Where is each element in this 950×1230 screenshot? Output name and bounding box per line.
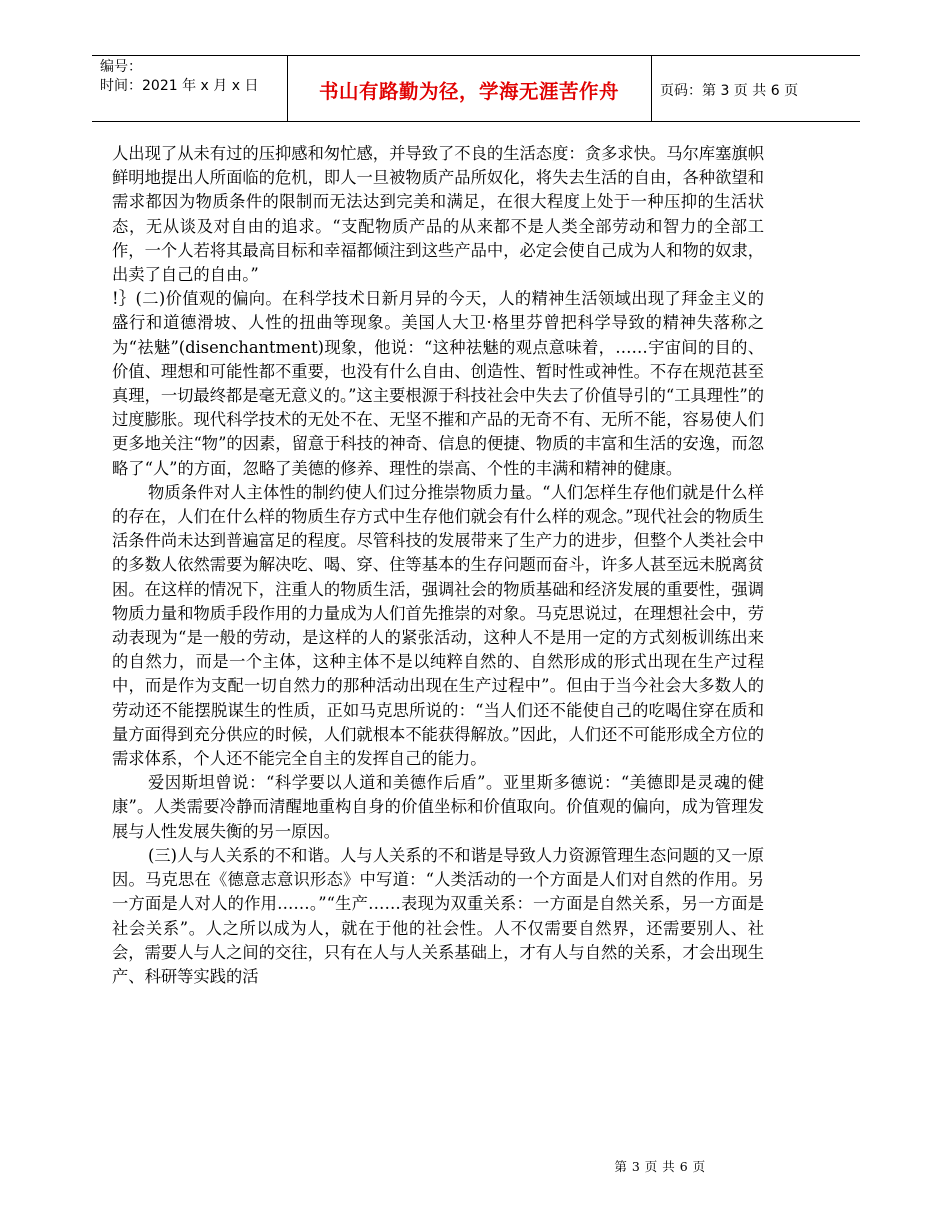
header-divider-right [651,55,652,121]
time-label: 时间：2021 年 x 月 x 日 [100,78,259,94]
document-body [112,142,764,989]
paragraph-2: !｝(二)价值观的偏向。在科学技术日新月异的今天，人的精神生活领域出现了拜金主义的盛行和道德滑坡、人性的扭曲等现象。美国人大卫·格里芬曾把科学导致的精神失落称之为“祛魅”(disenchantment)现象，他说：“这种祛魅的观点意味着，……宇宙间的目的、价值、理想和可能性都不重要，也没有什么自由、创造性、暂时性或神性。不存在规范甚至真理，一切最终都是毫无意义的。”这主要根源于科技社会中失去了价值导引的“工具理性”的过度膨胀。现代科学技术的无处不在、无坚不摧和产品的无奇不有、无所不能，容易使人们更多地关注“物”的因素，留意于科技的神奇、信息的便捷、物质的丰富和生活的安逸，而忽略了“人”的方面，忽略了美德的修养、理性的崇高、个性的丰满和精神的健康。 [112,289,764,478]
paragraph-4: 爱因斯坦曾说：“科学要以人道和美德作后盾”。亚里斯多德说：“美德即是灵魂的健康”。人类需要冷静而清醒地重构自身的价值坐标和价值取向。价值观的偏向，成为管理发展与人性发展失衡的另一原因。 [112,773,764,841]
header-motto: 书山有路勤为径，学海无涯苦作舟 [318,80,619,103]
header-bottom-rule [92,121,860,122]
paragraph-1: 人出现了从未有过的压抑感和匆忙感，并导致了不良的生活态度：贪多求快。马尔库塞旗帜鲜明地提出人所面临的危机，即人一旦被物质产品所奴化，将失去生活的自由，各种欲望和需求都因为物质条件的限制而无法达到完美和满足，在很大程度上处于一种压抑的生活状态，无从谈及对自由的追求。“支配物质产品的从来都不是人类全部劳动和智力的全部工作，一个人若将其最高目标和幸福都倾注到这些产品中，必定会使自己成为人和物的奴隶，出卖了自己的自由。” [112,144,764,285]
page-footer: 第 3 页 共 6 页 [614,1159,706,1174]
header-top-rule [92,55,860,56]
serial-label: 编号： [100,59,142,75]
paragraph-5: (三)人与人关系的不和谐。人与人关系的不和谐是导致人力资源管理生态问题的又一原因。马克思在《德意志意识形态》中写道：“人类活动的一个方面是人们对自然的作用。另一方面是人对人的作用……。”“生产……表现为双重关系：一方面是自然关系，另一方面是社会关系”。人之所以成为人，就在于他的社会性。人不仅需要自然界，还需要别人、社会，需要人与人之间的交往，只有在人与人关系基础上，才有人与自然的关系，才会出现生产、科研等实践的活 [112,845,764,986]
paragraph-3: 物质条件对人主体性的制约使人们过分推崇物质力量。“人们怎样生存他们就是什么样的存在，人们在什么样的物质生存方式中生存他们就会有什么样的观念。”现代社会的物质生活条件尚未达到普遍富足的程度。尽管科技的发展带来了生产力的进步，但整个人类社会中的多数人依然需要为解决吃、喝、穿、住等基本的生存问题而奋斗，许多人甚至远未脱离贫困。在这样的情况下，注重人的物质生活，强调社会的物质基础和经济发展的重要性，强调物质力量和物质手段作用的力量成为人们首先推崇的对象。马克思说过，在理想社会中，劳动表现为“是一般的劳动，是这样的人的紧张活动，这种人不是用一定的方式刻板训练出来的自然力，而是一个主体，这种主体不是以纯粹自然的、自然形成的形式出现在生产过程中，而是作为支配一切自然力的那种活动出现在生产过程中”。但由于当今社会大多数人的劳动还不能摆脱谋生的性质，正如马克思所说的：“当人们还不能使自己的吃喝住穿在质和量方面得到充分供应的时候，人们就根本不能获得解放。”因此，人们还不可能形成全方位的需求体系，个人还不能完全自主的发挥自己的能力。 [112,482,764,769]
header-page-number: 页码：第 3 页 共 6 页 [660,83,799,99]
header-meta [100,58,258,96]
